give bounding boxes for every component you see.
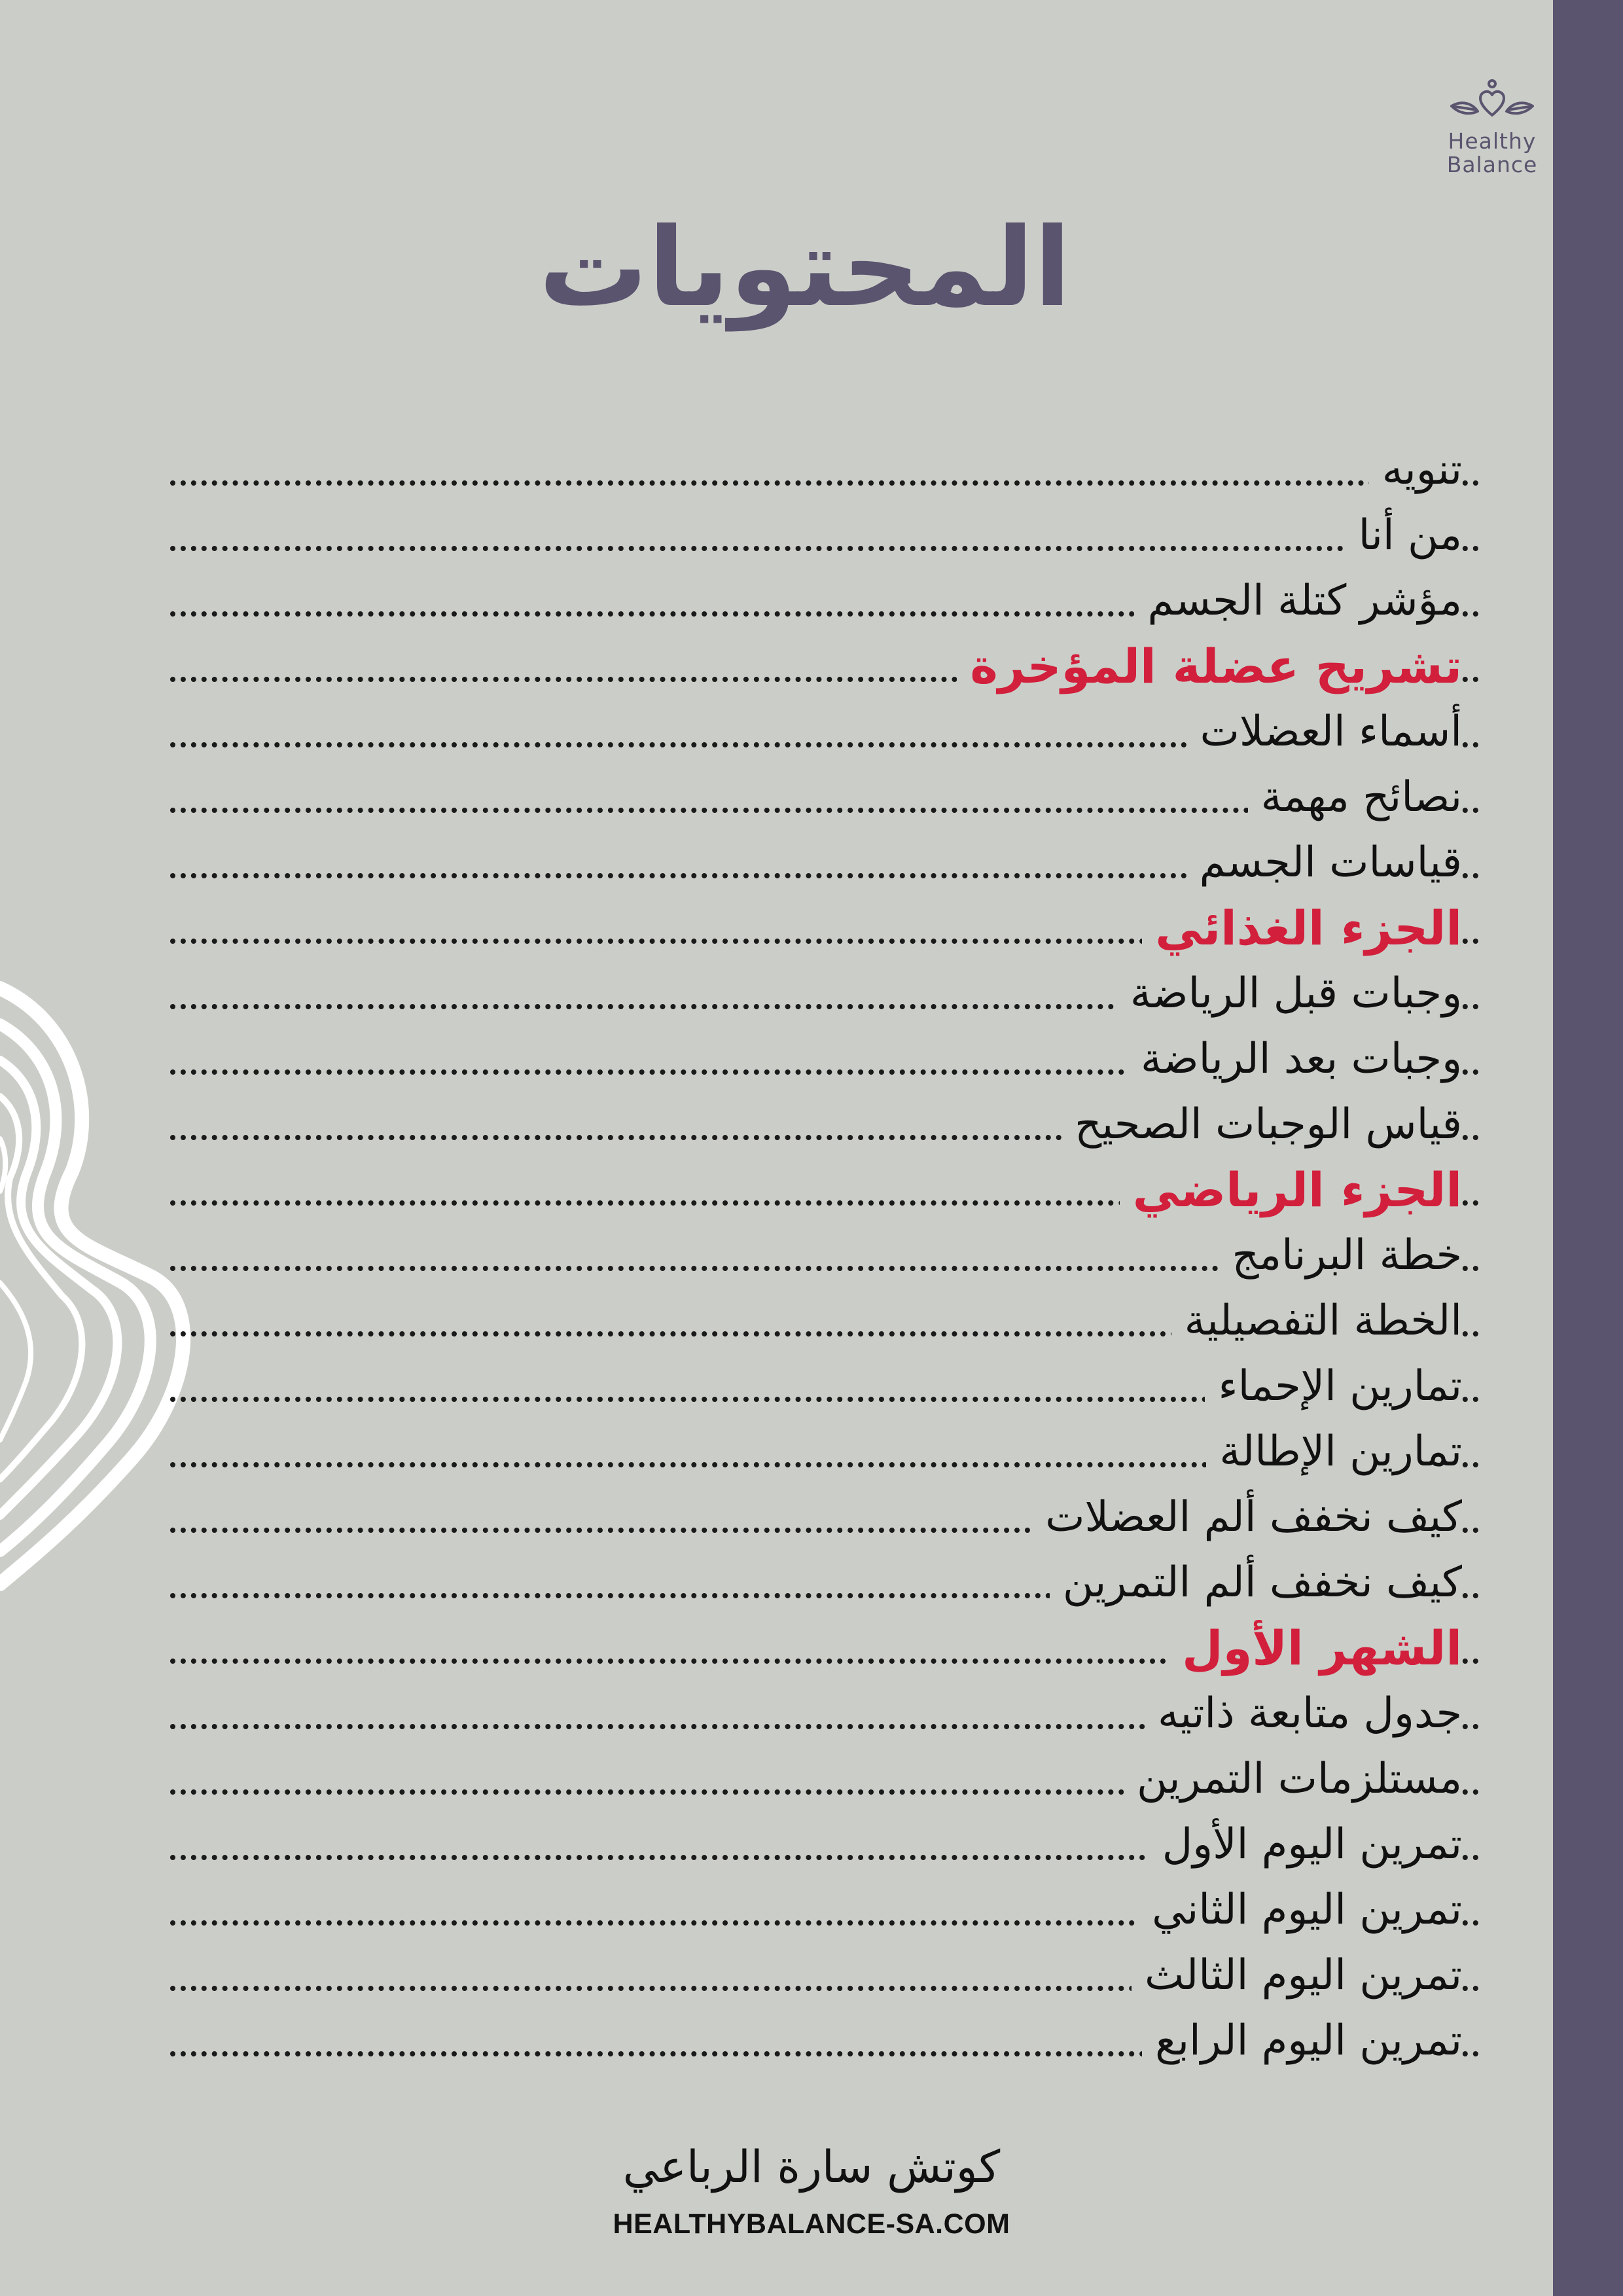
toc-label: الخطة التفصيلية [1171,1288,1462,1354]
toc-row[interactable] [170,1877,1479,1943]
toc-label: تنويه [1369,437,1462,503]
toc-label: تمرين اليوم الثالث [1132,1943,1462,2008]
heart-leaves-icon [1446,77,1538,130]
toc-label: خطة البرنامج [1219,1223,1462,1288]
toc-row[interactable] [170,1419,1479,1484]
toc-label: نصائح مهمة [1248,764,1462,830]
toc-section-label: الجزء الرياضي [1120,1157,1462,1223]
toc-label: تمرين اليوم الرابع [1142,2008,1462,2073]
toc-row[interactable] [170,1223,1479,1288]
toc-row[interactable] [170,830,1479,895]
toc-section-label: الشهر الأول [1169,1615,1462,1681]
toc-row[interactable] [170,1746,1479,1812]
table-of-contents [170,437,1479,2073]
toc-row[interactable] [170,2008,1479,2073]
toc-label: قياسات الجسم [1186,830,1462,895]
toc-row[interactable] [170,1550,1479,1615]
toc-label: تمارين الإطالة [1206,1419,1462,1484]
toc-label: أسماء العضلات [1187,699,1462,764]
coach-name: كوتش سارة الرباعي [622,2142,1001,2193]
toc-section-label: تشريح عضلة المؤخرة [957,634,1462,699]
logo-line-1: Healthy [1448,128,1537,154]
toc-row[interactable] [170,1943,1479,2008]
toc-row[interactable] [170,503,1479,568]
toc-row[interactable] [170,1484,1479,1550]
toc-row[interactable] [170,1354,1479,1419]
toc-label: مؤشر كتلة الجسم [1134,568,1462,634]
toc-label: كيف نخفف ألم التمرين [1050,1550,1462,1615]
toc-section-label: الجزء الغذائي [1142,895,1462,961]
toc-row[interactable] [170,1026,1479,1092]
toc-row[interactable] [170,961,1479,1026]
toc-row[interactable] [170,568,1479,634]
toc-section-heading[interactable] [170,895,1479,961]
brand-logo [1440,77,1544,177]
toc-label: وجبات قبل الرياضة [1117,961,1462,1026]
toc-row[interactable] [170,1681,1479,1746]
toc-label: جدول متابعة ذاتيه [1145,1681,1462,1746]
toc-label: تمرين اليوم الثاني [1139,1877,1462,1943]
toc-label: من أنا [1346,503,1462,568]
toc-row[interactable] [170,699,1479,764]
toc-label: كيف نخفف ألم العضلات [1032,1484,1462,1550]
page-title: المحتويات [539,205,1071,331]
side-accent-bar [1553,0,1623,2296]
website-link[interactable]: HEALTHYBALANCE-SA.COM [613,2208,1010,2240]
toc-label: قياس الوجبات الصحيح [1061,1092,1462,1157]
toc-label: تمرين اليوم الأول [1149,1812,1462,1877]
toc-row[interactable] [170,764,1479,830]
toc-label: تمارين الإحماء [1205,1354,1462,1419]
toc-row[interactable] [170,1092,1479,1157]
toc-section-heading[interactable] [170,1615,1479,1681]
toc-row[interactable] [170,1812,1479,1877]
toc-row[interactable] [170,437,1479,503]
logo-line-2: Balance [1446,152,1538,177]
toc-label: مستلزمات التمرين [1124,1746,1462,1812]
toc-row[interactable] [170,1288,1479,1354]
toc-section-heading[interactable] [170,1157,1479,1223]
dot-leader [170,480,1479,486]
toc-section-heading[interactable] [170,634,1479,699]
dot-leader [170,546,1479,551]
toc-label: وجبات بعد الرياضة [1128,1026,1462,1092]
